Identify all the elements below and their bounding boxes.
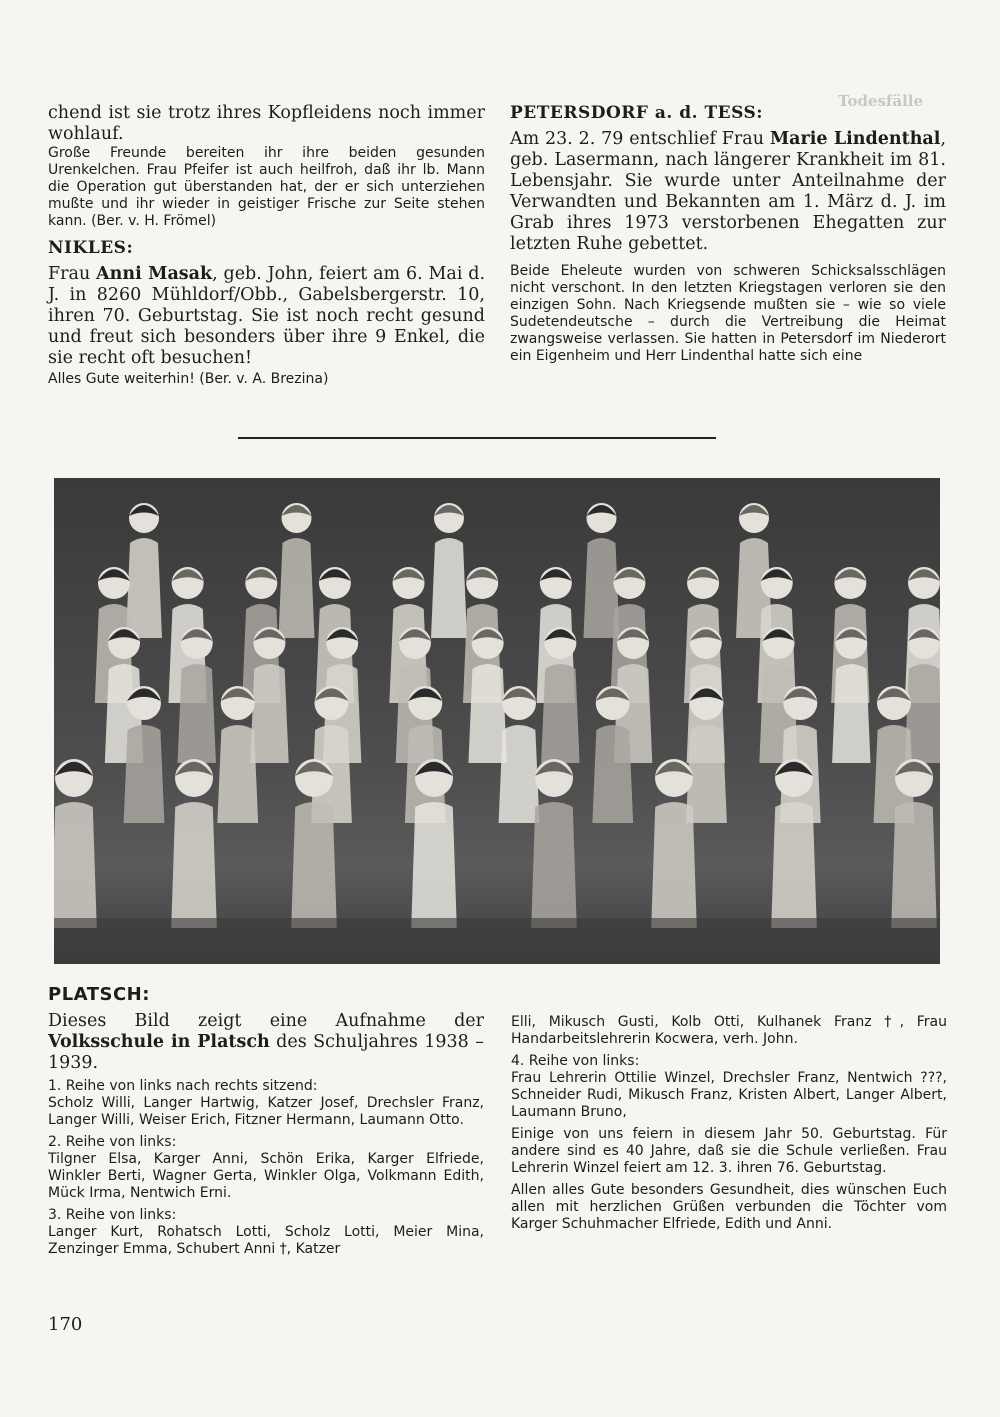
platsch-intro <box>48 1011 484 1074</box>
row1-title: 1. Reihe von links nach rechts sitzend: <box>48 1078 318 1094</box>
row2-names: Tilgner Elsa, Karger Anni, Schön Erika, Karger Elfriede, Winkler Berti, Wagner Gerta, Winkler Olga, Volkmann Edith, Mück Irma, Nentwich Erni. <box>48 1151 484 1201</box>
platsch-school: Volksschule in Platsch <box>48 1032 270 1052</box>
petersdorf-pre: Am 23. 2. 79 entschlief Frau <box>510 129 770 149</box>
person-body <box>291 802 337 928</box>
person-body <box>891 802 937 928</box>
intro-small-text: Große Freunde bereiten ihr ihre beiden gesunden Urenkelchen. Frau Pfeifer ist auch heilfroh, daß ihr lb. Mann die Operation gut überstanden hat, der er sich unterziehen mußte und ihr wieder in geistiger Frische zur Seite stehen kann. (Ber. v. H. Frömel) <box>48 145 485 229</box>
nikles-pre: Frau <box>48 264 97 284</box>
right-top-column <box>510 103 946 365</box>
platsch-intro-pre: Dieses Bild zeigt eine Aufnahme der <box>48 1011 484 1031</box>
person-body <box>541 664 579 763</box>
left-top-column <box>48 103 485 388</box>
person-body <box>250 664 288 763</box>
person-body <box>431 538 467 638</box>
row3-names: Langer Kurt, Rohatsch Lotti, Scholz Lotti, Meier Mina, Zenzinger Emma, Schubert Anni †, Katzer <box>48 1224 484 1257</box>
right-bottom-column <box>511 1014 947 1233</box>
closing-paragraph-1: Einige von uns feiern in diesem Jahr 50. Geburtstag. Für andere sind es 40 Jahre, daß sie die Schule verließen. Frau Lehrerin Winzel feiert am 12. 3. ihren 76. Geburtstag. <box>511 1126 947 1176</box>
person-body <box>531 802 577 928</box>
class-photo-svg <box>54 478 940 964</box>
petersdorf-body: , geb. Lasermann, nach längerer Krankheit im 81. Lebensjahr. Sie wurde unter Anteilnahme der Verwandten und Bekannten am 1. März d. J. im Grab ihres 1973 verstorbenen Ehegatten zur letzten Ruhe gebettet. <box>510 129 947 254</box>
person-body <box>178 664 216 763</box>
person-body <box>771 802 817 928</box>
row2-title: 2. Reihe von links: <box>48 1134 177 1150</box>
petersdorf-small-text: Beide Eheleute wurden von schweren Schicksalsschlägen nicht verschont. In den letzten Kriegstagen verloren sie den einzigen Sohn. Nach Kriegsende mußten sie – wie so viele Sudetendeutsche – durch die Vertreibung die Heimat zwangsweise verlassen. Sie hatten in Petersdorf im Niederort ein Eigenheim und Herr Lindenthal hatte sich eine <box>510 263 946 364</box>
person-body <box>468 664 506 763</box>
person-body <box>832 664 870 763</box>
section-divider <box>238 437 716 439</box>
row3-title: 3. Reihe von links: <box>48 1207 177 1223</box>
petersdorf-text <box>510 129 946 255</box>
person-body <box>411 802 457 928</box>
closing-paragraph-2: Allen alles Gute besonders Gesundheit, dies wünschen Euch allen mit herzlichen Grüßen verbunden die Töchter vom Karger Schuhmacher Elfriede, Edith und Anni. <box>511 1182 947 1232</box>
row3-continued: Elli, Mikusch Gusti, Kolb Otti, Kulhanek Franz †, Frau Handarbeitslehrerin Kocwera, verh. John. <box>511 1014 947 1047</box>
nikles-text <box>48 264 485 369</box>
person-body <box>651 802 697 928</box>
person-body <box>54 802 97 928</box>
nikles-small-text: Alles Gute weiterhin! (Ber. v. A. Brezina) <box>48 371 329 387</box>
nikles-name: Anni Masak <box>96 264 213 284</box>
row4-names: Frau Lehrerin Ottilie Winzel, Drechsler Franz, Nentwich ???, Schneider Rudi, Mikusch Franz, Kristen Albert, Langer Albert, Laumann Bruno, <box>511 1070 947 1120</box>
left-bottom-column <box>48 984 484 1258</box>
platsch-heading: PLATSCH: <box>48 984 150 1005</box>
person-body <box>126 538 162 638</box>
person-body <box>124 725 165 823</box>
intro-text: chend ist sie trotz ihres Kopfleidens noch immer wohlauf. <box>48 103 485 144</box>
person-body <box>217 725 258 823</box>
row4-title: 4. Reihe von links: <box>511 1053 640 1069</box>
person-body <box>499 725 540 823</box>
page-number: 170 <box>48 1314 83 1335</box>
bleed-through-text: Todesfälle <box>838 92 924 110</box>
person-body <box>279 538 315 638</box>
nikles-body: , geb. John, feiert am 6. Mai d. J. in 8260 Mühldorf/Obb., Gabelsbergerstr. 10, ihren 70. Geburtstag. Sie ist noch recht gesund und freut sich besonders über ihre 9 Enkel, die sie recht oft besuchen! <box>48 264 486 368</box>
petersdorf-name: Marie Lindenthal <box>769 129 941 149</box>
class-photo <box>54 478 940 964</box>
person-body <box>592 725 633 823</box>
row1-names: Scholz Willi, Langer Hartwig, Katzer Josef, Drechsler Franz, Langer Willi, Weiser Erich, Fitzner Hermann, Laumann Otto. <box>48 1095 484 1128</box>
platsch-intro-post: des Schuljahres 1938 – 1939. <box>48 1032 484 1073</box>
petersdorf-heading: PETERSDORF a. d. TESS: <box>510 103 764 123</box>
photo-grass <box>54 918 940 964</box>
person-body <box>171 802 217 928</box>
nikles-heading: NIKLES: <box>48 238 134 258</box>
